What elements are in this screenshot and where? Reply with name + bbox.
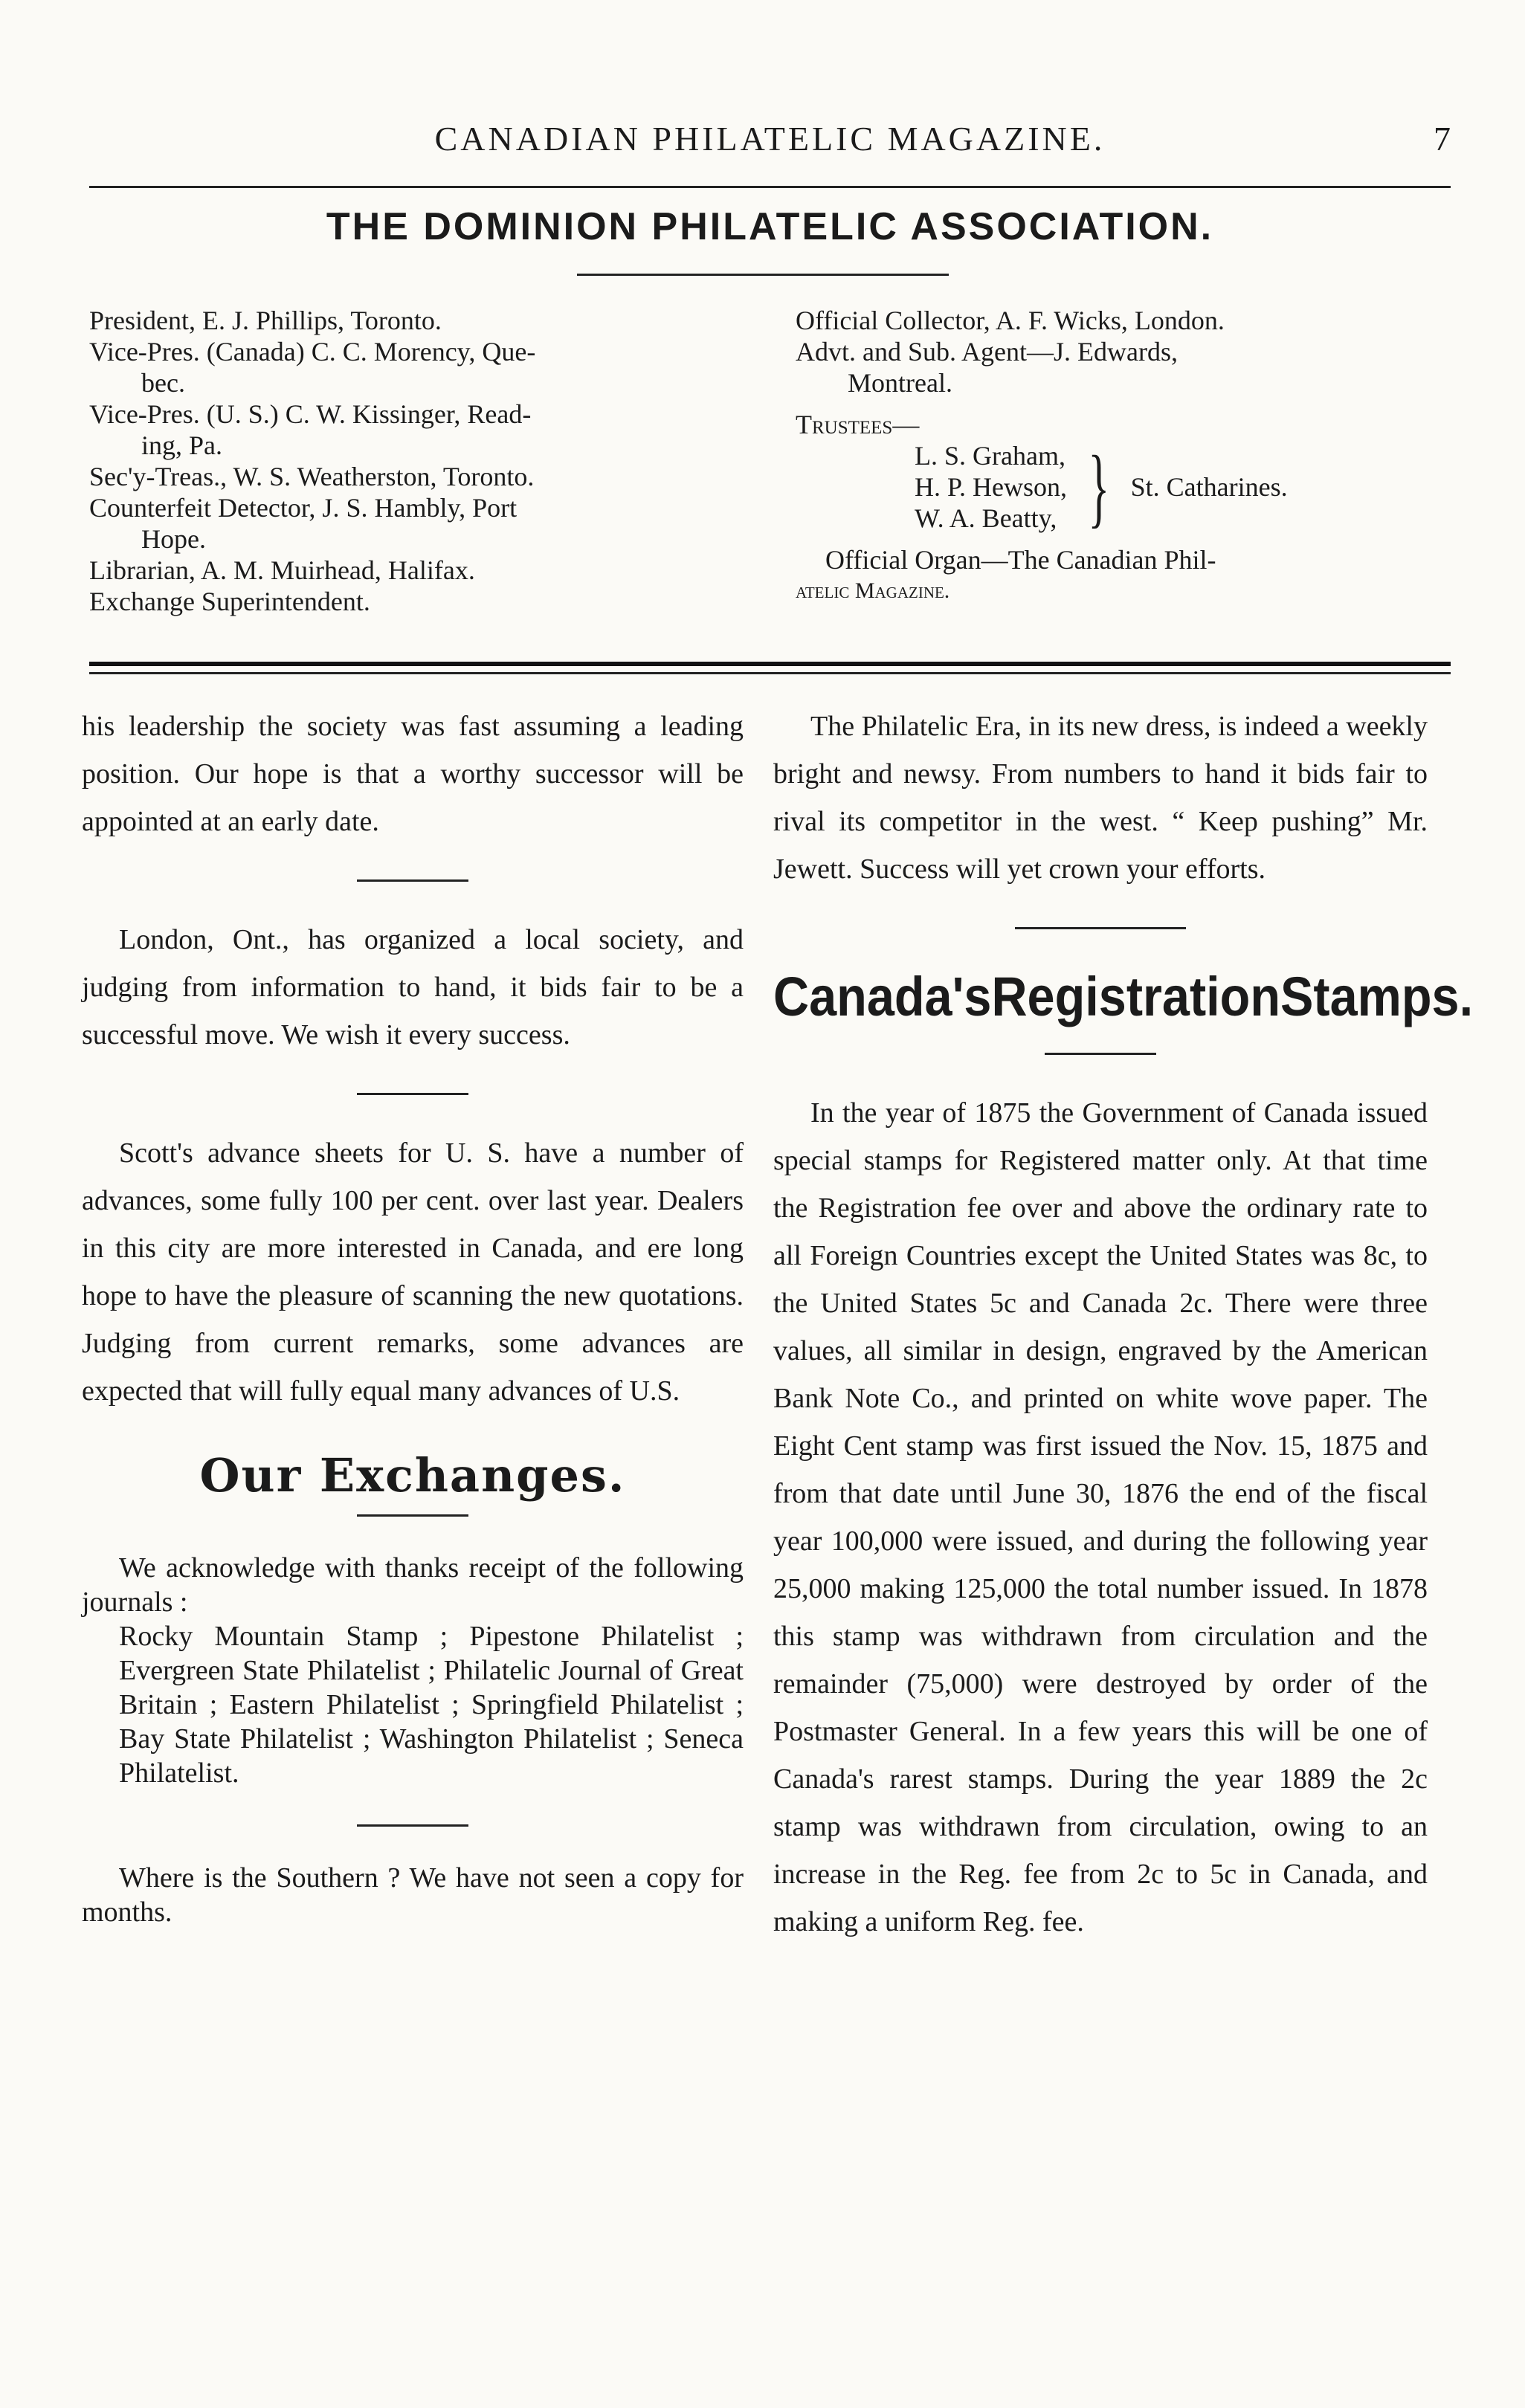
registration-heading [773,963,1474,1030]
heading-word: Registration [991,966,1281,1027]
officer-line: Counterfeit Detector, J. S. Hambly, Port [89,493,518,523]
divider [1015,927,1186,929]
title-rule [577,274,949,276]
officer-line: Exchange Superintendent. [89,587,370,616]
left-column [82,703,744,1929]
official-organ: Official Organ—The Canadian Phil- [825,545,1216,575]
association-title: THE DOMINION PHILATELIC ASSOCIATION. [326,205,1214,248]
exchanges-intro: We acknowledge with thanks receipt of the following journals : [82,1552,744,1618]
right-column [773,703,1474,1946]
exchanges-list: Rocky Mountain Stamp ; Pipestone Philatelist ; Evergreen State Philatelist ; Philatelic Journal of Great Britain ; Eastern Philatelist ; Springfield Philatelist ; Bay State Philatelist ; Washington Philatelist ; Seneca Philatelist. [119,1621,744,1789]
officer-line: bec. [141,368,185,398]
paragraph: The Philatelic Era, in its new dress, is indeed a weekly bright and newsy. From numbers to hand it bids fair to rival its competitor in the west. “ Keep pushing” Mr. Jewett. Success will yet crown your efforts. [773,711,1428,885]
officers-left [89,305,744,617]
brace-icon: } [1088,437,1110,536]
paragraph: London, Ont., has organized a local society, and judging from information to hand, it bids fair to be a successful move. We wish it every success. [82,924,744,1050]
heading-word: Stamps. [1280,966,1474,1027]
divider [357,879,468,882]
divider [357,1093,468,1095]
running-head [89,119,1451,171]
officer-line: Montreal. [848,368,952,398]
officer-line: ing, Pa. [141,430,223,460]
exchanges-heading: Our Exchanges. [199,1448,626,1502]
officer-line: Vice-Pres. (Canada) C. C. Morency, Que- [89,337,536,367]
heading-word: Canada's [773,966,992,1027]
trustees-label: Trustees— [796,410,920,439]
section-rule [89,672,1451,674]
paragraph: In the year of 1875 the Government of Canada issued special stamps for Registered matter only. At that time the Registration fee over and above the ordinary rate to all Foreign Countries except the United States was 8c, to the United States 5c and Canada 2c. There were three values, all similar in design, engraved by the American Bank Note Co., and printed on white wove paper. The Eight Cent stamp was first issued the Nov. 15, 1875 and from that date until June 30, 1876 the end of the fiscal year 100,000 were issued, and during the following year 25,000 making 125,000 the total number issued. In 1878 this stamp was withdrawn from circulation and the remainder (75,000) were destroyed by order of the Postmaster General. In a few years this will be one of Canada's rarest stamps. During the year 1889 the 2c stamp was withdrawn from circulation, owing to an increase in the Reg. fee from 2c to 5c in Canada, and making a uniform Reg. fee. [773,1097,1428,1937]
officer-line: Vice-Pres. (U. S.) C. W. Kissinger, Read- [89,399,532,429]
trustee: L. S. Graham, [915,441,1065,471]
official-organ-cont: atelic Magazine. [796,578,950,603]
officers-right [796,305,1450,607]
running-title: CANADIAN PHILATELIC MAGAZINE. [434,120,1106,158]
officer-line: Advt. and Sub. Agent—J. Edwards, [796,337,1178,367]
divider [357,1824,468,1827]
paragraph: his leadership the society was fast assuming a leading position. Our hope is that a worthy successor will be appointed at an early date. [82,711,744,837]
trustees-place: St. Catharines. [1130,472,1288,502]
paragraph: Scott's advance sheets for U. S. have a number of advances, some fully 100 per cent. over last year. Dealers in this city are more interested in Canada, and ere long hope to have the pleasure of scanning the new quotations. Judging from current remarks, some advances are expected that will fully equal many advances of U.S. [82,1137,744,1407]
trustee: W. A. Beatty, [915,503,1057,533]
paragraph: Where is the Southern ? We have not seen a copy for months. [82,1862,744,1928]
officer-line: Librarian, A. M. Muirhead, Halifax. [89,555,475,585]
officer-line: Official Collector, A. F. Wicks, London. [796,306,1225,335]
trustees-block [915,437,1450,536]
section-rule-thick [89,662,1451,666]
divider [1045,1053,1156,1055]
officer-line: Hope. [141,524,206,554]
trustees-names [915,440,1067,534]
trustee: H. P. Hewson, [915,472,1068,502]
officer-line: President, E. J. Phillips, Toronto. [89,306,442,335]
officer-line: Sec'y-Treas., W. S. Weatherston, Toronto. [89,462,535,491]
divider [357,1514,468,1517]
page-number: 7 [1434,120,1451,158]
header-rule [89,186,1451,188]
